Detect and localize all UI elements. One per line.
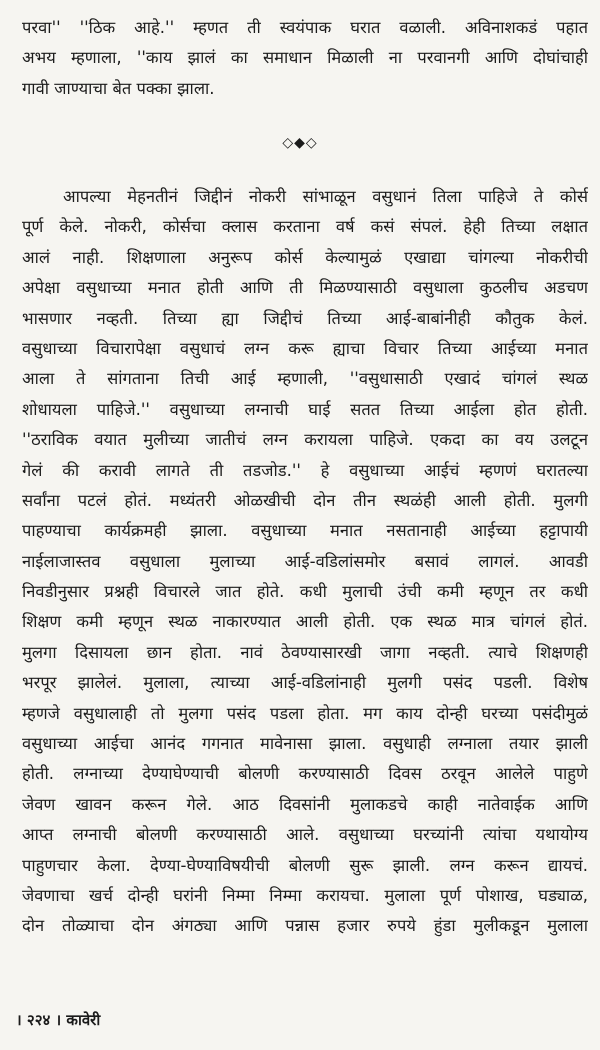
text-line: गावी जाण्याचा बेत पक्का झाला. bbox=[22, 78, 215, 98]
text-line: अभय म्हणाला, ''काय झालं का समाधान मिळाली ना परवानगी आणि दोघांचाही bbox=[22, 48, 588, 68]
text-line: आला ते सांगताना तिची आई म्हणाली, ''वसुधासाठी एखादं चांगलं स्थळ bbox=[22, 369, 588, 389]
text-line: मुलगा दिसायला छान होता. नावं ठेवण्यासारखी जागा नव्हती. त्याचे शिक्षणही bbox=[22, 642, 588, 662]
text-line: होती. लग्नाच्या देण्याघेण्याची बोलणी करण्यासाठी दिवस ठरवून आलेले पाहुणे bbox=[22, 764, 588, 784]
text-line: सर्वांना पटलं होतं. मध्यंतरी ओळखीची दोन तीन स्थळंही आली होती. मुलगी bbox=[22, 490, 588, 510]
text-line: भरपूर झालेलं. मुलाला, त्याच्या आई-वडिलांनाही मुलगी पसंद पडली. विशेष bbox=[22, 673, 588, 693]
text-line: दोन तोळ्याचा दोन अंगठ्या आणि पन्नास हजार रुपये हुंडा मुलीकडून मुलाला bbox=[22, 916, 588, 936]
text-line: वसुधाच्या आईचा आनंद गगनात मावेनासा झाला. वसुधाही लग्नाला तयार झाली bbox=[22, 734, 588, 754]
page-footer: । २२४ । कावेरी bbox=[16, 1011, 101, 1029]
text-line: वसुधाच्या विचारापेक्षा वसुधाचं लग्न करू ह्याचा विचार तिच्या आईच्या मनात bbox=[22, 338, 588, 358]
text-line: भासणार नव्हती. तिच्या ह्या जिद्दीचं तिच्या आई-बाबांनीही कौतुक केलं. bbox=[22, 308, 588, 328]
paragraph-continued bbox=[22, 13, 588, 104]
text-line: शोधायला पाहिजे.'' वसुधाच्या लग्नाची घाई सतत तिच्या आईला होत होती. bbox=[22, 399, 588, 419]
text-line: पूर्ण केले. नोकरी, कोर्सचा क्लास करताना वर्ष कसं संपलं. हेही तिच्या लक्षात bbox=[22, 217, 588, 237]
text-line: आप्त लग्नाची बोलणी करण्यासाठी आले. वसुधाच्या घरच्यांनी त्यांचा यथायोग्य bbox=[22, 825, 588, 845]
text-line: ''ठराविक वयात मुलीच्या जातीचं लग्न करायला पाहिजे. एकदा का वय उलटून bbox=[22, 430, 588, 450]
paragraph-main bbox=[22, 182, 588, 942]
text-line: आपल्या मेहनतीनं जिद्दीनं नोकरी सांभाळून वसुधानं तिला पाहिजे ते कोर्स bbox=[63, 187, 588, 206]
text-line: शिक्षण कमी म्हणून स्थळ नाकारण्यात आली होती. एक स्थळ मात्र चांगलं होतं. bbox=[22, 612, 588, 632]
text-line: आलं नाही. शिक्षणाला अनुरूप कोर्स केल्यामुळं एखाद्या चांगल्या नोकरीची bbox=[22, 247, 588, 267]
text-line: जेवण खावन करून गेले. आठ दिवसांनी मुलाकडचे काही नातेवाईक आणि bbox=[22, 794, 588, 814]
section-separator: ◇◆◇ bbox=[282, 135, 318, 151]
text-line: परवा'' ''ठिक आहे.'' म्हणत ती स्वयंपाक घरात वळाली. अविनाशकडं पहात bbox=[22, 18, 588, 37]
text-line: पाहुणचार केला. देण्या-घेण्याविषयीची बोलणी सुरू झाली. लग्न करून द्यायचं. bbox=[22, 855, 588, 875]
text-line: म्हणजे वसुधालाही तो मुलगा पसंद पडला होता. मग काय दोन्ही घरच्या पसंदीमुळं bbox=[22, 703, 588, 723]
text-line: जेवणाचा खर्च दोन्ही घरांनी निम्मा निम्मा करायचा. मुलाला पूर्ण पोशाख, घड्याळ, bbox=[22, 885, 588, 905]
text-line: पाहण्याचा कार्यक्रमही झाला. वसुधाच्या मनात नसतानाही आईच्या हट्टापायी bbox=[22, 521, 588, 541]
text-line: निवडीनुसार प्रश्नही विचारले जात होते. कधी मुलाची उंची कमी म्हणून तर कधी bbox=[22, 582, 588, 602]
text-line: अपेक्षा वसुधाच्या मनात होती आणि ती मिळण्यासाठी वसुधाला कुठलीच अडचण bbox=[22, 278, 588, 298]
text-line: गेलं की करावी लागते ती तडजोड.'' हे वसुधाच्या आईचं म्हणणं घरातल्या bbox=[22, 460, 588, 480]
text-line: नाईलाजास्तव वसुधाला मुलाच्या आई-वडिलांसमोर बसावं लागलं. आवडी bbox=[22, 551, 588, 571]
